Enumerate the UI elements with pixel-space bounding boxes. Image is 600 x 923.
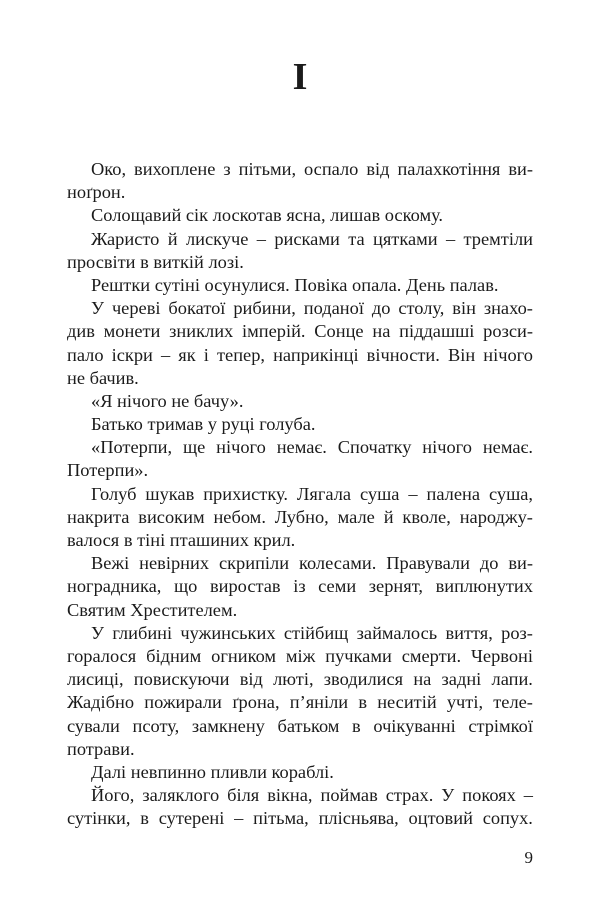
word: вихоплене <box>134 159 216 179</box>
word: на <box>372 321 391 342</box>
word: рибини, <box>233 298 296 319</box>
text-line <box>67 506 533 529</box>
word: огником <box>211 645 277 666</box>
text-line: не бачив. <box>67 367 139 388</box>
word: ще <box>182 437 206 458</box>
word: У <box>91 298 105 319</box>
word: пожирали <box>144 692 222 713</box>
word: в <box>352 715 361 736</box>
word: лисиці, <box>67 669 124 690</box>
word: розси- <box>483 321 533 342</box>
chapter-body <box>67 158 533 830</box>
text-line: просвіти в виткій лозі. <box>67 251 244 272</box>
word: займалось <box>356 622 438 643</box>
word: оцтовий <box>408 808 473 829</box>
word: від <box>239 669 263 690</box>
word: Лубно, <box>274 506 329 527</box>
word: тепер, <box>217 344 265 365</box>
word: накрита <box>67 506 130 527</box>
word: в <box>140 808 149 829</box>
text-line: потрави. <box>67 738 135 759</box>
word: – <box>256 228 266 249</box>
text-line <box>67 320 533 343</box>
text-line <box>67 807 533 830</box>
word: батьком <box>277 715 340 736</box>
word: ноградника, <box>67 576 162 597</box>
word: ви- <box>508 553 533 574</box>
word: із <box>293 576 306 597</box>
word: – <box>408 483 418 504</box>
text-line: Батько тримав у руці голуба. <box>91 414 316 435</box>
word: наприкінці <box>273 344 359 365</box>
text-line <box>67 436 533 459</box>
word: Червоні <box>470 645 533 666</box>
text-line: Далі невпинно пливли кораблі. <box>91 761 334 782</box>
word: небом. <box>213 506 266 527</box>
word: У <box>441 785 455 806</box>
text-line <box>67 668 533 691</box>
word: Його, <box>91 785 135 806</box>
word: учті, <box>446 692 484 713</box>
word: кволе, <box>402 506 451 527</box>
word: У <box>91 622 105 643</box>
text-line <box>67 715 533 738</box>
word: див <box>67 321 95 342</box>
word: Сонце <box>314 321 364 342</box>
word: плісньява, <box>318 808 399 829</box>
word: заляклого <box>142 785 220 806</box>
word: зернят, <box>368 576 423 597</box>
word: біля <box>227 785 260 806</box>
text-line <box>67 483 533 506</box>
word: задні <box>441 669 482 690</box>
word: горалося <box>67 645 137 666</box>
word: пітьми, <box>238 159 297 179</box>
word: покоях <box>462 785 516 806</box>
word: Жадібно <box>67 692 135 713</box>
word: цятками <box>372 228 438 249</box>
word: знахо- <box>483 298 533 319</box>
chapter-title: I <box>292 56 308 98</box>
word: – <box>445 228 456 249</box>
word: палена <box>426 483 481 504</box>
word: немає. <box>276 437 327 458</box>
word: «Потерпи, <box>91 437 173 458</box>
word: бідним <box>146 645 202 666</box>
word: люті, <box>273 669 314 690</box>
text-line: Рештки сутіні осунулися. Повіка опала. День палав. <box>91 274 499 295</box>
word: поймав <box>320 785 378 806</box>
text-line: Святим Хрестителем. <box>67 599 238 620</box>
word: що <box>174 576 198 597</box>
word: – <box>234 808 244 829</box>
word: імперій. <box>242 321 306 342</box>
word: – <box>160 344 171 365</box>
word: глибині <box>112 622 173 643</box>
text-line <box>67 158 533 181</box>
word: псоту, <box>132 715 180 736</box>
word: високим <box>138 506 205 527</box>
word: тремтіли <box>463 228 533 249</box>
text-line: валося в тіні пташиних крил. <box>67 530 296 550</box>
text-line <box>67 645 533 668</box>
text-line <box>67 575 533 598</box>
text-line <box>67 552 533 575</box>
word: оспало <box>304 159 359 179</box>
word: Вежі <box>91 553 130 574</box>
word: страх. <box>385 785 434 806</box>
word: нічого <box>422 437 472 458</box>
word: пало <box>67 344 104 365</box>
word: вічности. <box>366 344 440 365</box>
word: повискуючи <box>133 669 230 690</box>
word: ґрона, <box>232 692 280 713</box>
text-line <box>67 297 533 320</box>
word: поданої <box>303 298 364 319</box>
word: Лягала <box>296 483 352 504</box>
text-line <box>67 691 533 714</box>
word: і <box>203 344 209 365</box>
word: сопух. <box>482 808 533 829</box>
word: столу, <box>398 298 445 319</box>
word: стрімкої <box>468 715 533 736</box>
word: Правували <box>386 553 470 574</box>
word: – <box>523 785 533 806</box>
word: на <box>413 669 432 690</box>
word: колесами. <box>298 553 377 574</box>
word: замкнену <box>191 715 265 736</box>
word: лискуче <box>185 228 249 249</box>
word: роз- <box>501 622 533 643</box>
word: виростав <box>209 576 281 597</box>
word: лапи. <box>491 669 533 690</box>
word: стійбищ <box>283 622 349 643</box>
word: п’яніли <box>289 692 349 713</box>
word: між <box>285 645 316 666</box>
text-line <box>67 344 533 367</box>
word: шукав <box>145 483 195 504</box>
text-line: «Я нічого не бачу». <box>91 390 244 411</box>
word: й <box>383 506 394 527</box>
text-line: Потерпи». <box>67 460 149 481</box>
word: Око, <box>91 159 127 179</box>
word: Спочатку <box>337 437 412 458</box>
word: пучками <box>325 645 392 666</box>
word: вікна, <box>267 785 313 806</box>
word: з <box>223 159 231 179</box>
word: прихистку. <box>203 483 288 504</box>
word: бокатої <box>168 298 226 319</box>
word: виття, <box>445 622 493 643</box>
word: народжу- <box>459 506 533 527</box>
word: як <box>178 344 196 365</box>
word: іскри <box>111 344 153 365</box>
word: нічого <box>483 344 533 365</box>
word: невірних <box>139 553 210 574</box>
text-line: ноґрон. <box>67 182 126 203</box>
word: палахкотіння <box>397 159 501 179</box>
word: від <box>366 159 390 179</box>
word: смерти. <box>401 645 462 666</box>
word: зводилися <box>323 669 404 690</box>
word: чужинських <box>180 622 276 643</box>
word: виплюнутих <box>435 576 533 597</box>
word: череві <box>111 298 161 319</box>
word: та <box>348 228 365 249</box>
word: немає. <box>482 437 533 458</box>
word: до <box>371 298 391 319</box>
text-line <box>67 622 533 645</box>
text-line <box>67 784 533 807</box>
word: очікуванні <box>373 715 456 736</box>
word: до <box>479 553 499 574</box>
word: піддашші <box>399 321 475 342</box>
word: ви- <box>508 159 533 179</box>
word: він <box>452 298 476 319</box>
word: й <box>167 228 178 249</box>
word: рисками <box>274 228 340 249</box>
text-line: Солощавий сік лоскотав ясна, лишав оскому. <box>91 205 444 226</box>
word: нічого <box>216 437 266 458</box>
word: пітьма, <box>253 808 309 829</box>
text-line <box>67 228 533 251</box>
word: скрипіли <box>218 553 290 574</box>
word: монети <box>103 321 161 342</box>
word: Голуб <box>91 483 137 504</box>
word: мале <box>337 506 375 527</box>
word: Він <box>447 344 476 365</box>
word: сували <box>67 715 120 736</box>
word: сутінки, <box>67 808 131 829</box>
word: зниклих <box>169 321 234 342</box>
word: в <box>358 692 368 713</box>
word: Жаристо <box>91 228 160 249</box>
word: суша, <box>488 483 533 504</box>
word: неситій <box>377 692 437 713</box>
word: сутерені <box>158 808 225 829</box>
word: семи <box>318 576 357 597</box>
page-number: 9 <box>524 848 533 867</box>
word: суша <box>359 483 400 504</box>
word: теле- <box>493 692 533 713</box>
